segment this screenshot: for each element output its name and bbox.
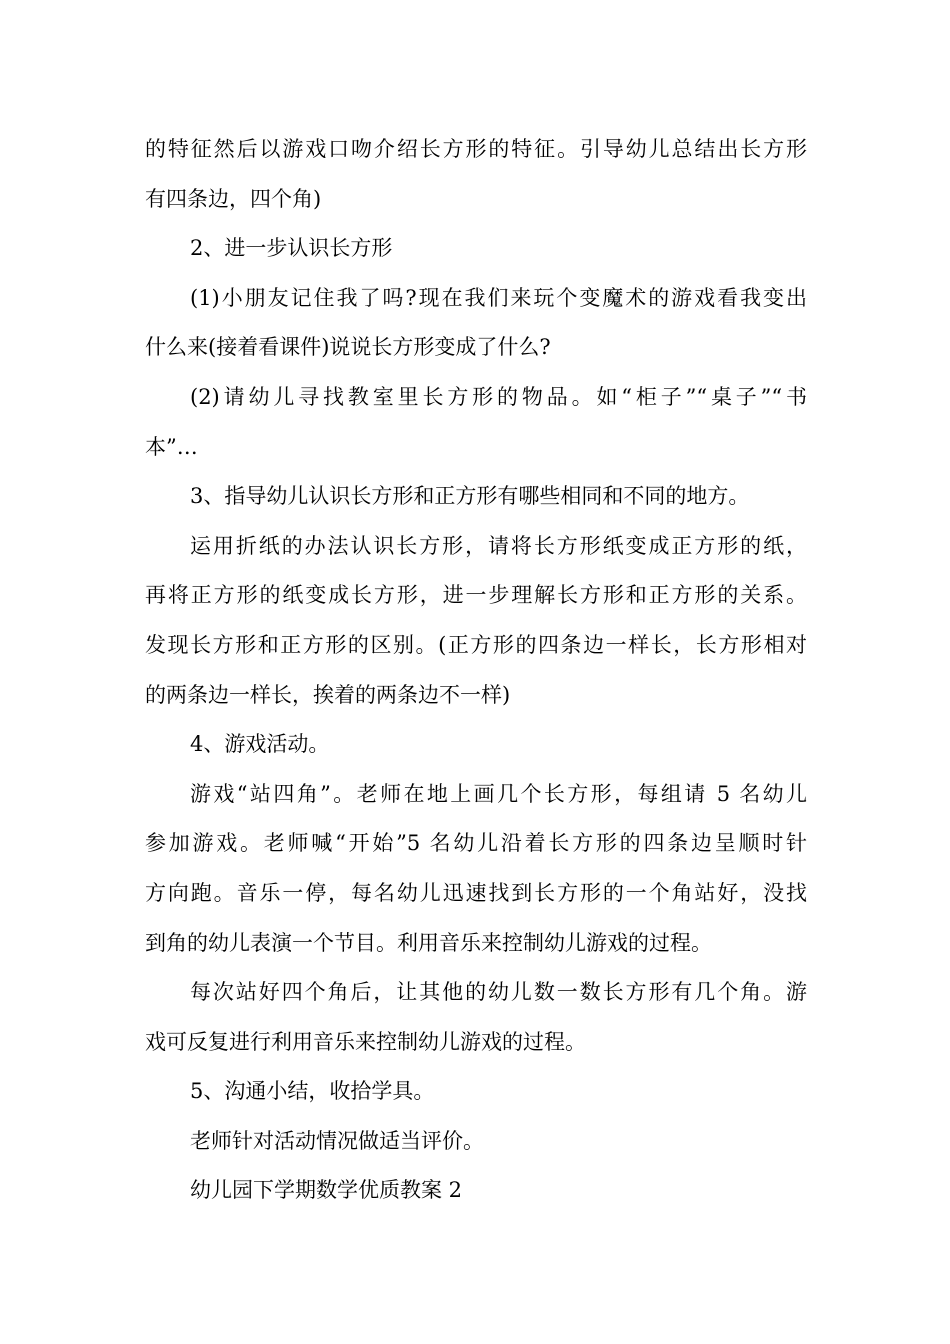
text-line: 2、进一步认识长方形 (190, 236, 393, 261)
text-line: (1)小朋友记住我了吗?现在我们来玩个变魔术的游戏看我变出 (190, 285, 807, 310)
text-line: 老师针对活动情况做适当评价。 (190, 1128, 484, 1153)
text-line: 游戏“站四角”。老师在地上画几个长方形，每组请 5 名幼儿 (190, 781, 807, 806)
document-page (145, 125, 807, 1216)
text-line: 参加游戏。老师喊“开始”5 名幼儿沿着长方形的四条边呈顺时针 (145, 831, 807, 856)
text-line: 再将正方形的纸变成长方形，进一步理解长方形和正方形的关系。 (145, 583, 807, 608)
text-line: 5、沟通小结，收拾学具。 (190, 1079, 435, 1104)
text-line: (2)请幼儿寻找教室里长方形的物品。如“柜子”“桌子”“书 (190, 384, 807, 409)
text-line: 有四条边，四个角) (145, 186, 322, 211)
text-line: 什么来(接着看课件)说说长方形变成了什么? (145, 335, 551, 360)
text-line: 的两条边一样长，挨着的两条边不一样) (145, 682, 511, 707)
text-line: 4、游戏活动。 (190, 732, 330, 757)
text-line: 的特征然后以游戏口吻介绍长方形的特征。引导幼儿总结出长方形 (145, 137, 807, 161)
text-line: 方向跑。音乐一停，每名幼儿迅速找到长方形的一个角站好，没找 (145, 880, 807, 905)
text-line: 每次站好四个角后，让其他的幼儿数一数长方形有几个角。游 (190, 980, 807, 1005)
section-heading: 幼儿园下学期数学优质教案 2 (190, 1178, 463, 1203)
text-line: 发现长方形和正方形的区别。(正方形的四条边一样长，长方形相对 (145, 632, 807, 657)
text-line: 戏可反复进行利用音乐来控制幼儿游戏的过程。 (145, 1029, 586, 1054)
text-line: 本”… (145, 434, 198, 459)
text-line: 运用折纸的办法认识长方形，请将长方形纸变成正方形的纸， (190, 533, 807, 558)
text-line: 到角的幼儿表演一个节目。利用音乐来控制幼儿游戏的过程。 (145, 930, 712, 955)
text-line: 3、指导幼儿认识长方形和正方形有哪些相同和不同的地方。 (190, 484, 750, 509)
